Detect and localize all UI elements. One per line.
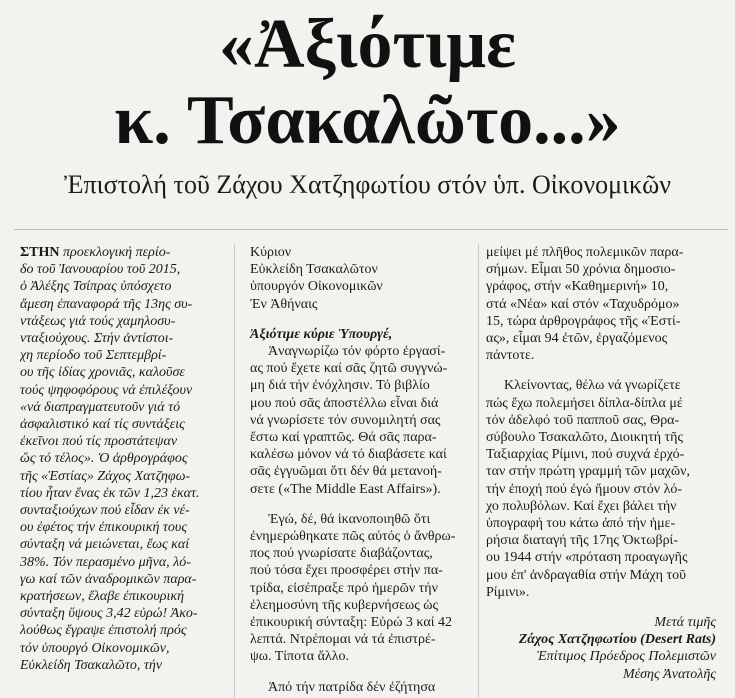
paragraph-gap bbox=[250, 498, 475, 511]
paragraph-gap bbox=[250, 313, 475, 326]
text-line: Ρίμινι». bbox=[486, 584, 530, 600]
text-line: πος πού γνωρίσατε διαβάζοντας, bbox=[250, 546, 433, 562]
text-line: καλέσω μόνον νά τό διαβάσετε καί bbox=[250, 447, 447, 463]
separator-rule bbox=[14, 229, 728, 230]
signature: Ζάχος Χατζηφωτίου (Desert Rats) bbox=[518, 632, 716, 648]
text-line: ψω. Τίποτα ἄλλο. bbox=[250, 649, 349, 665]
headline-line-2: κ. Τσακαλῶτο...» bbox=[114, 82, 621, 159]
text-line: ου 1944 στήν «πρόταση προαγωγῆς bbox=[486, 550, 688, 566]
text-line: ντάξεως γιά τούς χαμηλοσυ- bbox=[20, 313, 176, 329]
text-line: ἐπικουρική σύνταξη: Εὐρώ 3 καί 42 bbox=[250, 615, 452, 631]
text-line: μείψει μέ πλῆθος πολεμικῶν παρα- bbox=[486, 245, 684, 260]
text-line: ας πού ἔχετε καί σᾶς ζητῶ συγγνώ- bbox=[250, 361, 448, 377]
signature-title: Ἐπίτιμος Πρόεδρος Πολεμιστῶν bbox=[536, 649, 716, 665]
headline-line-1: «Ἀξιότιμε bbox=[218, 6, 517, 83]
address-line: ὑπουργόν Οἰκονομικῶν bbox=[250, 279, 383, 295]
text-line: τίου ἦταν ἕνας ἐκ τῶν 1,23 ἑκατ. bbox=[20, 485, 200, 501]
text-line: συνταξιούχων πού εἶδαν ἐκ νέ- bbox=[20, 503, 190, 519]
text-line: ὁ Ἀλέξης Τσίπρας ὑπόσχετο bbox=[20, 279, 172, 295]
text-line: Κλείνοντας, θέλω νά γνωρίζετε bbox=[504, 378, 681, 394]
text-line: ου τῆς ἰδίας χρονιᾶς, καλοῦσε bbox=[20, 365, 185, 381]
address-line: Εὐκλείδη Τσακαλῶτον bbox=[250, 262, 378, 278]
text-line: νταξιούχους. Στήν ἀντίστοι- bbox=[20, 331, 174, 347]
text-line: κρατήσεων, ἔλαβε ἐπικουρική bbox=[20, 589, 185, 605]
text-line: στά «Νέα» καί στόν «Ταχυδρόμο» bbox=[486, 296, 680, 312]
text-line: λεπτά. Ντρέπομαι νά τά ἐπιστρέ- bbox=[250, 632, 436, 648]
closing: Μετά τιμῆς bbox=[654, 615, 716, 631]
text-line: πάντοτε. bbox=[486, 348, 535, 364]
text-line: ὥς τό τέλος». Ὁ ἀρθρογράφος bbox=[20, 451, 188, 467]
text-line bbox=[20, 244, 220, 261]
text-line: τούς ψηφοφόρους νά ἐπιλέξουν bbox=[20, 382, 193, 398]
text-line: γράφος, στήν «Καθημερινή» 10, bbox=[486, 279, 669, 295]
text-line: γω καί τῶν ἀναδρομικῶν παρα- bbox=[20, 571, 197, 587]
column-intro bbox=[20, 244, 220, 674]
column-letter-end bbox=[486, 244, 716, 683]
text-line: σύνταξη ὕψους 3,42 εὐρώ! Ἀκο- bbox=[20, 606, 198, 622]
text-line: «νά διαπραγματευτοῦν γιά τό bbox=[20, 399, 181, 415]
subtitle: Ἐπιστολή τοῦ Ζάχου Χατζηφωτίου στόν ὑπ. Οἰκονομικῶν bbox=[64, 170, 671, 199]
text-line: μου πού σᾶς ἀποστέλλω εἶναι διά bbox=[250, 395, 439, 411]
text-line: ὑπογραφή του κάτω ἀπό τήν ἡμε- bbox=[486, 516, 676, 532]
text-line: χο πολυβόλων. Καί ἔχει βάλει τήν bbox=[486, 498, 677, 514]
text-line: τόν ὑπουργό Οἰκονομικῶν, bbox=[20, 640, 170, 656]
text-line: Ταξιαρχίας Ρίμινι, πού συχνά ἐρχό- bbox=[486, 447, 685, 463]
address-line: Κύριον bbox=[250, 245, 292, 260]
text-line: σᾶς ἐγγυῶμαι ὅτι δέν θά μετανοή- bbox=[250, 464, 442, 480]
signature-title: Μέσης Ἀνατολῆς bbox=[622, 666, 716, 682]
text-line: σετε («The Middle East Affairs»). bbox=[250, 481, 441, 497]
text-line: ἐλεημοσύνη τῆς κυβερνήσεως ὡς bbox=[250, 597, 439, 613]
paragraph-gap bbox=[486, 601, 716, 614]
text-line: πώς ἔχω πολεμήσει δίπλα-δίπλα μέ bbox=[486, 395, 683, 411]
text-line: λούθως ἔγραψε ἐπιστολή πρός bbox=[20, 623, 187, 639]
text-line: ἔστω καί γραπτῶς. Θά σᾶς παρα- bbox=[250, 430, 437, 446]
text-line: μη διά τήν ἐνόχλησιν. Τό βιβλίο bbox=[250, 378, 430, 394]
lead-word: ΣΤΗΝ bbox=[20, 245, 60, 260]
text-line: σύνταξη νά μειώνεται, ἕως καί bbox=[20, 537, 190, 553]
text-line: ἀσφαλιστικό καί τίς συντάξεις bbox=[20, 417, 185, 433]
text-line: Ἀπό τήν πατρίδα δέν ἐζήτησα bbox=[268, 679, 436, 695]
text-line: 15, τώρα ἀρθρογράφος τῆς «Ἑστί- bbox=[486, 313, 681, 329]
text-line: 38%. Τόν περασμένο μῆνα, λό- bbox=[20, 554, 191, 570]
column-divider bbox=[478, 244, 479, 698]
text-line: Ἀναγνωρίζω τόν φόρτο ἐργασί- bbox=[268, 344, 446, 360]
text-line: ἄμεση ἐπαναφορά τῆς 13ης συ- bbox=[20, 296, 193, 312]
text-line: ταν στήν πρώτη γραμμή τῶν μαχῶν, bbox=[486, 464, 690, 480]
text-line: ἐνημερώθηκατε πῶς αὐτός ὁ ἄνθρω- bbox=[250, 529, 456, 545]
column-divider bbox=[234, 244, 235, 698]
text-line: τρίδα, εἰσέπραξε πρό ἡμερῶν τήν bbox=[250, 580, 438, 596]
address-line: Ἐν Ἀθήναις bbox=[250, 296, 318, 312]
text-line: Εὐκλείδη Τσακαλῶτο, τήν bbox=[20, 657, 163, 673]
paragraph-gap bbox=[486, 364, 716, 377]
text-line: τῆς «Ἑστίας» Ζάχος Χατζηφω- bbox=[20, 468, 191, 484]
column-letter-start bbox=[250, 244, 475, 696]
text-line: ἐκεῖνοι πού τίς προστάτεψαν bbox=[20, 434, 178, 450]
text-line: τόν ἀδελφό τοῦ παπποῦ σας, Θρα- bbox=[486, 412, 680, 428]
paragraph-gap bbox=[250, 666, 475, 679]
text-line: χη περίοδο τοῦ Σεπτεμβρί- bbox=[20, 348, 167, 364]
text-line: ας», εἶμαι 94 ἐτῶν, ἐργαζόμενος bbox=[486, 331, 668, 347]
text-line: δο τοῦ Ἰανουαρίου τοῦ 2015, bbox=[20, 262, 181, 278]
text-line: μου ἐπ' ἀνδραγαθία στήν Μάχη τοῦ bbox=[486, 567, 687, 583]
text-line: σήμων. Εἶμαι 50 χρόνια δημοσιο- bbox=[486, 262, 676, 278]
text-line: τήν ἐποχή πού ἐγώ ἤμουν στόν λό- bbox=[486, 481, 683, 497]
text-line: Ἐγώ, δέ, θά ἱκανοποιηθῶ ὅτι bbox=[268, 511, 431, 527]
text-line: πού τόσα ἔχει προσφέρει στήν πα- bbox=[250, 563, 443, 579]
text-line: νά γνωρίσετε τόν συνομιλητή σας bbox=[250, 412, 441, 428]
text-line: ου ἐφέτος τήν ἐπικουρική τους bbox=[20, 520, 188, 536]
text-line: σύβουλο Τσακαλῶτο, Διοικητή τῆς bbox=[486, 430, 684, 446]
salutation: Ἀξιότιμε κύριε Ὑπουργέ, bbox=[250, 326, 393, 342]
text-line: ρήσια διαταγή τῆς 17ης Ὀκτωβρί- bbox=[486, 533, 678, 549]
lead-line-rest: προεκλογική περίο- bbox=[59, 245, 171, 260]
